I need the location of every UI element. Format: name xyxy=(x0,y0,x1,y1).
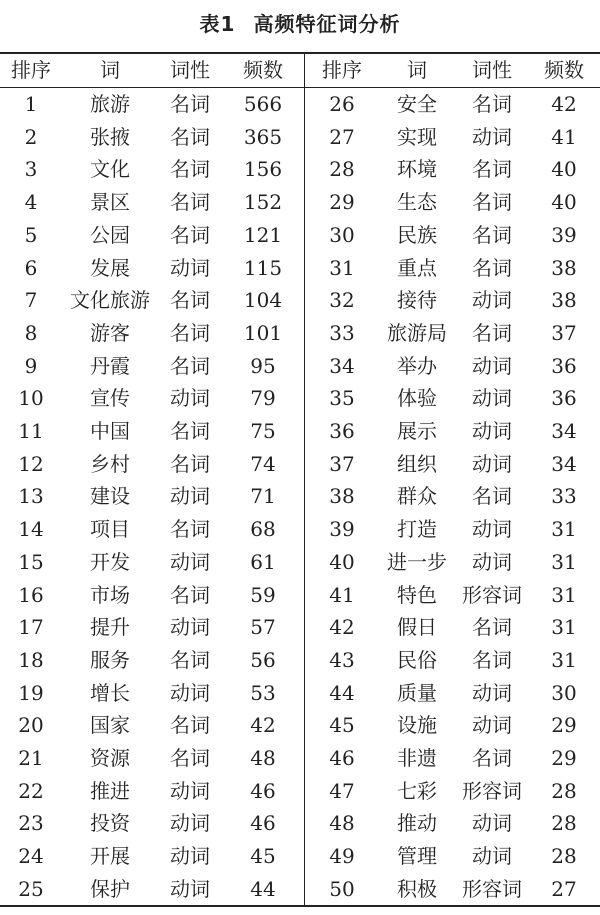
rank-cell: 32 xyxy=(329,288,355,313)
frequency-cell: 156 xyxy=(243,157,283,182)
word-cell: 中国 xyxy=(90,419,130,443)
word-cell: 设施 xyxy=(397,713,437,738)
frequency-cell: 42 xyxy=(250,713,276,738)
frequency-cell: 28 xyxy=(551,844,577,869)
pos-cell: 动词 xyxy=(170,876,210,901)
table-title: 高频特征词分析 xyxy=(253,12,401,36)
table-row xyxy=(0,121,600,154)
table-row xyxy=(0,775,600,808)
word-cell: 七彩 xyxy=(397,778,437,803)
table-row xyxy=(0,709,600,742)
header-rank: 排序 xyxy=(322,58,362,82)
frequency-cell: 31 xyxy=(551,517,577,542)
rank-cell: 38 xyxy=(329,484,355,509)
frequency-cell: 34 xyxy=(551,419,577,443)
table-row xyxy=(0,252,600,285)
word-cell: 展示 xyxy=(397,419,437,443)
word-cell: 体验 xyxy=(397,386,437,411)
frequency-cell: 95 xyxy=(250,353,276,378)
table-row xyxy=(0,546,600,579)
table-row xyxy=(0,350,600,383)
frequency-cell: 27 xyxy=(551,876,577,901)
word-cell: 丹霞 xyxy=(90,353,130,378)
table-row xyxy=(0,742,600,775)
frequency-cell: 57 xyxy=(250,615,276,640)
table-number: 表1 xyxy=(199,12,236,36)
word-cell: 安全 xyxy=(397,92,437,116)
frequency-cell: 46 xyxy=(250,811,276,836)
pos-cell: 名词 xyxy=(170,320,210,345)
word-cell: 市场 xyxy=(90,582,130,607)
table-row xyxy=(0,284,600,317)
pos-cell: 动词 xyxy=(472,549,512,574)
frequency-cell: 46 xyxy=(250,778,276,803)
frequency-cell: 56 xyxy=(250,647,276,672)
rank-cell: 46 xyxy=(329,746,355,770)
pos-cell: 动词 xyxy=(472,419,512,443)
pos-cell: 动词 xyxy=(472,713,512,738)
word-cell: 生态 xyxy=(397,190,437,215)
frequency-cell: 33 xyxy=(551,484,577,509)
rank-cell: 30 xyxy=(329,222,355,247)
pos-cell: 名词 xyxy=(472,320,512,345)
rank-cell: 22 xyxy=(18,778,44,803)
pos-cell: 名词 xyxy=(472,222,512,247)
frequency-cell: 38 xyxy=(551,255,577,280)
pos-cell: 名词 xyxy=(472,190,512,215)
pos-cell: 名词 xyxy=(170,288,210,313)
word-cell: 质量 xyxy=(397,680,437,705)
frequency-cell: 37 xyxy=(551,320,577,345)
word-cell: 张掖 xyxy=(90,124,130,149)
table-row xyxy=(0,415,600,448)
table-header xyxy=(0,54,600,87)
table-caption xyxy=(0,8,600,37)
rank-cell: 12 xyxy=(18,451,44,476)
word-cell: 推进 xyxy=(90,778,130,803)
word-cell: 景区 xyxy=(90,190,130,215)
rank-cell: 1 xyxy=(24,92,38,116)
frequency-cell: 28 xyxy=(551,778,577,803)
pos-cell: 动词 xyxy=(472,288,512,313)
word-cell: 建设 xyxy=(90,484,130,509)
frequency-cell: 36 xyxy=(551,386,577,411)
pos-cell: 名词 xyxy=(170,92,210,116)
rank-cell: 3 xyxy=(24,157,38,182)
pos-cell: 形容词 xyxy=(462,778,522,803)
frequency-cell: 31 xyxy=(551,549,577,574)
rank-cell: 11 xyxy=(18,419,44,443)
rank-cell: 20 xyxy=(18,713,44,738)
table-row xyxy=(0,873,600,906)
frequency-cell: 40 xyxy=(551,190,577,215)
frequency-cell: 79 xyxy=(250,386,276,411)
rank-cell: 29 xyxy=(329,190,355,215)
rank-cell: 31 xyxy=(329,255,355,280)
pos-cell: 名词 xyxy=(170,647,210,672)
word-cell: 乡村 xyxy=(90,451,130,476)
rank-cell: 24 xyxy=(18,844,44,869)
word-cell: 旅游局 xyxy=(387,320,447,345)
rank-cell: 18 xyxy=(18,647,44,672)
table-row xyxy=(0,644,600,677)
pos-cell: 动词 xyxy=(170,484,210,509)
frequency-cell: 74 xyxy=(250,451,276,476)
rank-cell: 17 xyxy=(18,615,44,640)
pos-cell: 名词 xyxy=(170,517,210,542)
pos-cell: 动词 xyxy=(472,124,512,149)
word-cell: 服务 xyxy=(90,647,130,672)
rank-cell: 8 xyxy=(24,320,38,345)
table-row xyxy=(0,88,600,121)
pos-cell: 名词 xyxy=(170,190,210,215)
pos-cell: 名词 xyxy=(170,419,210,443)
rank-cell: 35 xyxy=(329,386,355,411)
word-cell: 民俗 xyxy=(397,647,437,672)
word-cell: 群众 xyxy=(397,484,437,509)
frequency-cell: 44 xyxy=(250,876,276,901)
pos-cell: 名词 xyxy=(472,92,512,116)
pos-cell: 动词 xyxy=(170,680,210,705)
table-row xyxy=(0,579,600,612)
word-cell: 项目 xyxy=(90,517,130,542)
rank-cell: 25 xyxy=(18,876,44,901)
rank-cell: 39 xyxy=(329,517,355,542)
table-row xyxy=(0,513,600,546)
rank-cell: 23 xyxy=(18,811,44,836)
rank-cell: 5 xyxy=(24,222,38,247)
frequency-cell: 75 xyxy=(250,419,276,443)
table-row xyxy=(0,382,600,415)
table-row xyxy=(0,677,600,710)
pos-cell: 动词 xyxy=(472,844,512,869)
pos-cell: 动词 xyxy=(170,778,210,803)
word-cell: 资源 xyxy=(90,746,130,770)
header-word: 词 xyxy=(407,58,427,82)
rank-cell: 27 xyxy=(329,124,355,149)
table-row xyxy=(0,186,600,219)
pos-cell: 动词 xyxy=(170,811,210,836)
rank-cell: 7 xyxy=(24,288,38,313)
table-row xyxy=(0,153,600,186)
frequency-cell: 42 xyxy=(551,92,577,116)
pos-cell: 动词 xyxy=(472,517,512,542)
pos-cell: 名词 xyxy=(472,746,512,770)
rank-cell: 14 xyxy=(18,517,44,542)
pos-cell: 名词 xyxy=(170,353,210,378)
pos-cell: 动词 xyxy=(170,844,210,869)
word-cell: 管理 xyxy=(397,844,437,869)
word-cell: 增长 xyxy=(90,680,130,705)
rank-cell: 48 xyxy=(329,811,355,836)
frequency-cell: 53 xyxy=(250,680,276,705)
rank-cell: 26 xyxy=(329,92,355,116)
table-row xyxy=(0,840,600,873)
word-cell: 投资 xyxy=(90,811,130,836)
pos-cell: 名词 xyxy=(472,647,512,672)
table-row xyxy=(0,448,600,481)
word-cell: 开展 xyxy=(90,844,130,869)
word-cell: 打造 xyxy=(397,517,437,542)
word-cell: 文化旅游 xyxy=(70,288,150,313)
table-row xyxy=(0,480,600,513)
frequency-cell: 101 xyxy=(243,320,283,345)
rank-cell: 47 xyxy=(329,778,355,803)
frequency-cell: 30 xyxy=(551,680,577,705)
frequency-cell: 48 xyxy=(250,746,276,770)
rank-cell: 33 xyxy=(329,320,355,345)
word-cell: 开发 xyxy=(90,549,130,574)
word-cell: 组织 xyxy=(397,451,437,476)
pos-cell: 名词 xyxy=(472,255,512,280)
frequency-cell: 121 xyxy=(243,222,283,247)
word-cell: 重点 xyxy=(397,255,437,280)
word-cell: 国家 xyxy=(90,713,130,738)
rank-cell: 16 xyxy=(18,582,44,607)
frequency-cell: 31 xyxy=(551,582,577,607)
frequency-cell: 40 xyxy=(551,157,577,182)
frequency-cell: 365 xyxy=(243,124,283,149)
frequency-cell: 566 xyxy=(243,92,283,116)
rank-cell: 19 xyxy=(18,680,44,705)
word-cell: 假日 xyxy=(397,615,437,640)
frequency-cell: 61 xyxy=(250,549,276,574)
header-pos: 词性 xyxy=(170,58,210,82)
header-rank: 排序 xyxy=(11,58,51,82)
word-cell: 发展 xyxy=(90,255,130,280)
pos-cell: 名词 xyxy=(472,157,512,182)
frequency-cell: 36 xyxy=(551,353,577,378)
frequency-cell: 104 xyxy=(243,288,283,313)
frequency-cell: 34 xyxy=(551,451,577,476)
table-row xyxy=(0,317,600,350)
word-cell: 保护 xyxy=(90,876,130,901)
rank-cell: 15 xyxy=(18,549,44,574)
rank-cell: 40 xyxy=(329,549,355,574)
pos-cell: 名词 xyxy=(170,713,210,738)
word-cell: 文化 xyxy=(90,157,130,182)
word-cell: 环境 xyxy=(397,157,437,182)
frequency-cell: 115 xyxy=(243,255,283,280)
rank-cell: 9 xyxy=(24,353,38,378)
frequency-cell: 152 xyxy=(243,190,283,215)
pos-cell: 名词 xyxy=(170,451,210,476)
word-cell: 旅游 xyxy=(90,92,130,116)
word-cell: 游客 xyxy=(90,320,130,345)
word-cell: 非遗 xyxy=(397,746,437,770)
frequency-cell: 45 xyxy=(250,844,276,869)
frequency-cell: 68 xyxy=(250,517,276,542)
table-row xyxy=(0,219,600,252)
word-cell: 宣传 xyxy=(90,386,130,411)
pos-cell: 动词 xyxy=(472,386,512,411)
pos-cell: 形容词 xyxy=(462,582,522,607)
rank-cell: 41 xyxy=(329,582,355,607)
pos-cell: 名词 xyxy=(170,222,210,247)
frequency-cell: 29 xyxy=(551,713,577,738)
rank-cell: 2 xyxy=(24,124,38,149)
word-cell: 特色 xyxy=(397,582,437,607)
rank-cell: 4 xyxy=(24,190,38,215)
rank-cell: 36 xyxy=(329,419,355,443)
word-cell: 实现 xyxy=(397,124,437,149)
pos-cell: 动词 xyxy=(170,615,210,640)
word-cell: 进一步 xyxy=(387,549,447,574)
word-cell: 民族 xyxy=(397,222,437,247)
pos-cell: 动词 xyxy=(472,680,512,705)
pos-cell: 动词 xyxy=(472,811,512,836)
pos-cell: 动词 xyxy=(170,386,210,411)
pos-cell: 动词 xyxy=(170,255,210,280)
frequency-cell: 31 xyxy=(551,647,577,672)
rank-cell: 42 xyxy=(329,615,355,640)
rank-cell: 43 xyxy=(329,647,355,672)
rank-cell: 34 xyxy=(329,353,355,378)
frequency-cell: 71 xyxy=(250,484,276,509)
frequency-cell: 28 xyxy=(551,811,577,836)
pos-cell: 名词 xyxy=(170,124,210,149)
rank-cell: 44 xyxy=(329,680,355,705)
word-cell: 提升 xyxy=(90,615,130,640)
pos-cell: 名词 xyxy=(472,484,512,509)
rank-cell: 10 xyxy=(18,386,44,411)
pos-cell: 动词 xyxy=(170,549,210,574)
header-frequency: 频数 xyxy=(243,58,283,82)
pos-cell: 名词 xyxy=(170,746,210,770)
word-cell: 公园 xyxy=(90,222,130,247)
header-word: 词 xyxy=(100,58,120,82)
rank-cell: 49 xyxy=(329,844,355,869)
rank-cell: 50 xyxy=(329,876,355,901)
pos-cell: 形容词 xyxy=(462,876,522,901)
frequency-cell: 29 xyxy=(551,746,577,770)
header-frequency: 频数 xyxy=(544,58,584,82)
pos-cell: 动词 xyxy=(472,353,512,378)
rank-cell: 37 xyxy=(329,451,355,476)
word-cell: 举办 xyxy=(397,353,437,378)
pos-cell: 名词 xyxy=(170,157,210,182)
pos-cell: 动词 xyxy=(472,451,512,476)
frequency-cell: 59 xyxy=(250,582,276,607)
header-pos: 词性 xyxy=(472,58,512,82)
word-cell: 积极 xyxy=(397,876,437,901)
frequency-cell: 41 xyxy=(551,124,577,149)
rank-cell: 45 xyxy=(329,713,355,738)
word-cell: 接待 xyxy=(397,288,437,313)
frequency-cell: 38 xyxy=(551,288,577,313)
frequency-cell: 31 xyxy=(551,615,577,640)
pos-cell: 名词 xyxy=(170,582,210,607)
frequency-cell: 39 xyxy=(551,222,577,247)
table-row xyxy=(0,611,600,644)
rank-cell: 28 xyxy=(329,157,355,182)
rank-cell: 13 xyxy=(18,484,44,509)
table-row xyxy=(0,807,600,840)
word-cell: 推动 xyxy=(397,811,437,836)
pos-cell: 名词 xyxy=(472,615,512,640)
rank-cell: 21 xyxy=(18,746,44,770)
rank-cell: 6 xyxy=(24,255,38,280)
